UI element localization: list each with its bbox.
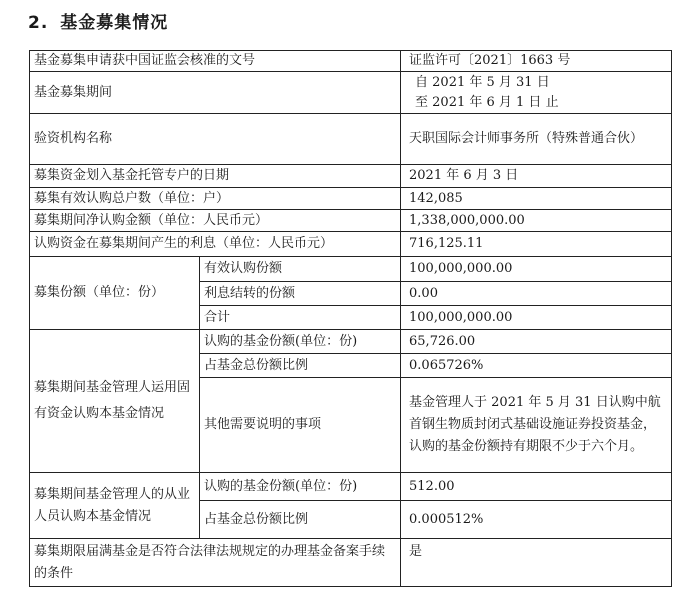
row-value: 基金管理人于 2021 年 5 月 31 日认购中航首钢生物质封闭式基础设施证券投资基金，认购的基金份额持有期限不少于六个月。 — [401, 378, 672, 473]
section-number: 2. — [28, 13, 49, 33]
group-label: 募集期间基金管理人运用固有资金认购本基金情况 — [30, 330, 200, 473]
table-row — [30, 72, 672, 114]
row-value: 1,338,000,000.00 — [401, 210, 672, 232]
row-label: 基金募集期间 — [30, 72, 401, 114]
table-row — [30, 114, 672, 165]
row-value: 65,726.00 — [401, 330, 672, 354]
row-value: 142,085 — [401, 188, 672, 210]
row-value: 716,125.11 — [401, 232, 672, 257]
sub-label: 合计 — [200, 306, 401, 330]
period-to: 至 2021 年 6 月 1 日 止 — [415, 94, 559, 110]
group-label: 募集份额（单位：份） — [30, 257, 200, 330]
fund-raising-table — [29, 50, 672, 587]
table-row — [30, 539, 672, 587]
sub-label: 有效认购份额 — [200, 257, 401, 282]
table-row — [30, 188, 672, 210]
table-row — [30, 257, 672, 282]
row-label: 基金募集申请获中国证监会核准的文号 — [30, 51, 401, 72]
sub-label: 占基金总份额比例 — [200, 354, 401, 378]
table-row — [30, 165, 672, 188]
sub-label: 其他需要说明的事项 — [200, 378, 401, 473]
row-value: 0.00 — [401, 282, 672, 306]
row-value: 2021 年 6 月 3 日 — [401, 165, 672, 188]
row-label: 募集有效认购总户数（单位：户） — [30, 188, 401, 210]
row-value: 天职国际会计师事务所（特殊普通合伙） — [401, 114, 672, 165]
sub-label: 认购的基金份额(单位：份) — [200, 473, 401, 501]
row-value: 100,000,000.00 — [401, 257, 672, 282]
section-title: 基金募集情况 — [60, 13, 169, 33]
period-from: 自 2021 年 5 月 31 日 — [415, 74, 550, 90]
row-value: 0.000512% — [401, 501, 672, 539]
row-value: 512.00 — [401, 473, 672, 501]
row-label: 募集期间净认购金额（单位：人民币元） — [30, 210, 401, 232]
sub-label: 认购的基金份额(单位：份) — [200, 330, 401, 354]
table-row — [30, 330, 672, 354]
table-row — [30, 51, 672, 72]
table-row — [30, 210, 672, 232]
row-label: 认购资金在募集期间产生的利息（单位：人民币元） — [30, 232, 401, 257]
row-value: 0.065726% — [401, 354, 672, 378]
section-heading — [28, 8, 168, 33]
group-label: 募集期间基金管理人的从业人员认购本基金情况 — [30, 473, 200, 539]
row-label: 募集资金划入基金托管专户的日期 — [30, 165, 401, 188]
sub-label: 占基金总份额比例 — [200, 501, 401, 539]
table-row — [30, 473, 672, 501]
row-value: 证监许可〔2021〕1663 号 — [401, 51, 672, 72]
row-label: 募集期限届满基金是否符合法律法规规定的办理基金备案手续的条件 — [30, 539, 401, 587]
table-row — [30, 232, 672, 257]
sub-label: 利息结转的份额 — [200, 282, 401, 306]
period-value — [401, 72, 672, 114]
row-label: 验资机构名称 — [30, 114, 401, 165]
row-value: 100,000,000.00 — [401, 306, 672, 330]
row-value: 是 — [401, 539, 672, 587]
